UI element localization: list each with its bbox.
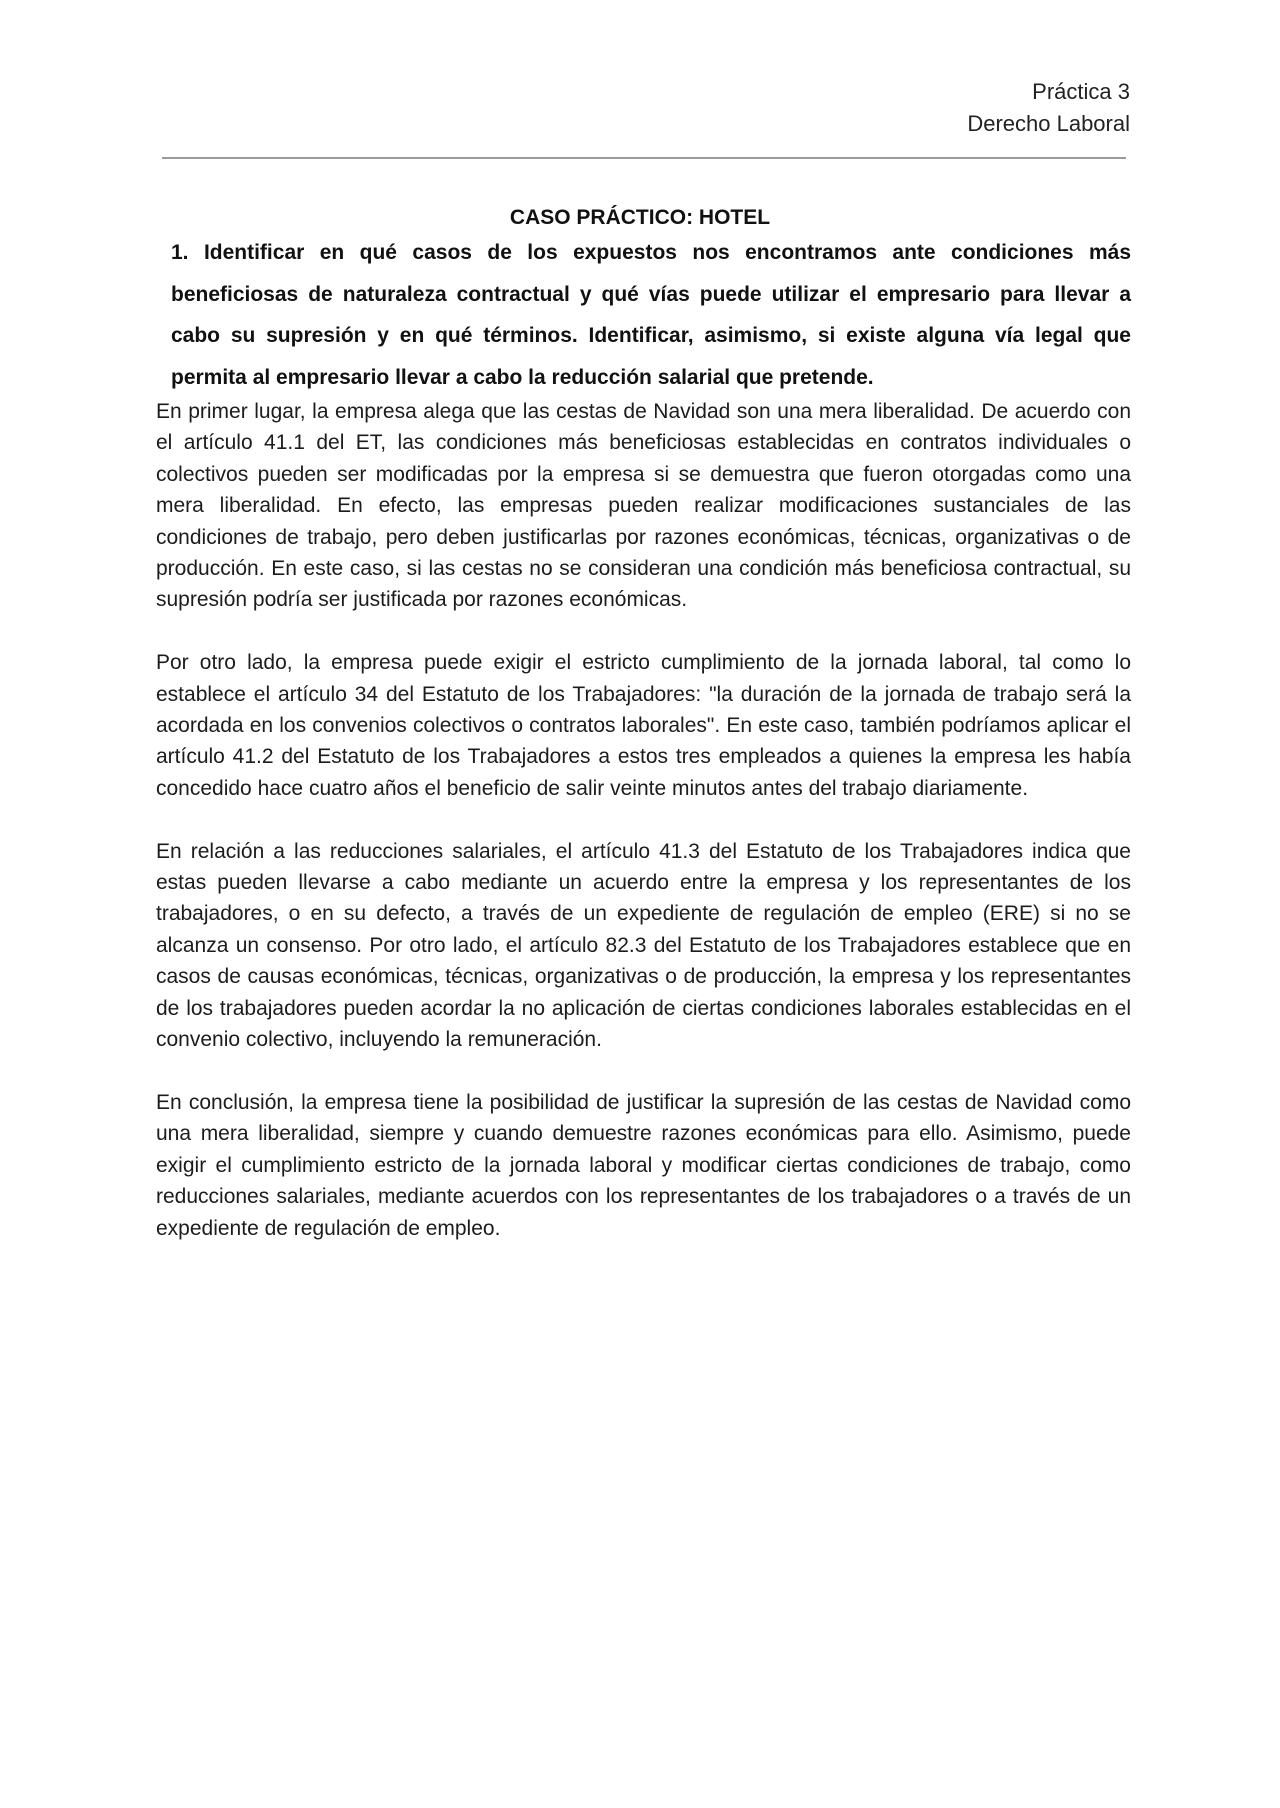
answer-body — [156, 396, 1131, 1244]
header-practice-number: Práctica 3 — [1032, 79, 1130, 104]
question-heading: 1. Identificar en qué casos de los expuestos nos encontramos ante condiciones más beneficiosas de naturaleza contractual y qué vías puede utilizar el empresario para llevar a cabo su supresión y en qué términos. Identificar, asimismo, si existe alguna vía legal que permita al empresario llevar a cabo la reducción salarial que pretende. — [171, 241, 1131, 389]
paragraph: En primer lugar, la empresa alega que las cestas de Navidad son una mera liberalidad. De acuerdo con el artículo 41.1 del ET, las condiciones más beneficiosas establecidas en contratos individuales o colectivos pueden ser modificadas por la empresa si se demuestra que fueron otorgadas como una mera liberalidad. En efecto, las empresas pueden realizar modificaciones sustanciales de las condiciones de trabajo, pero deben justificarlas por razones económicas, técnicas, organizativas o de producción. En este caso, si las cestas no se consideran una condición más beneficiosa contractual, su supresión podría ser justificada por razones económicas. — [156, 400, 1131, 612]
paragraph: En relación a las reducciones salariales, el artículo 41.3 del Estatuto de los Trabajadores indica que estas pueden llevarse a cabo mediante un acuerdo entre la empresa y los representantes de los trabajadores, o en su defecto, a través de un expediente de regulación de empleo (ERE) si no se alcanza un consenso. Por otro lado, el artículo 82.3 del Estatuto de los Trabajadores establece que en casos de causas económicas, técnicas, organizativas o de producción, la empresa y los representantes de los trabajadores pueden acordar la no aplicación de ciertas condiciones laborales establecidas en el convenio colectivo, incluyendo la remuneración. — [156, 839, 1131, 1052]
page-header — [967, 76, 1130, 140]
paragraph: En conclusión, la empresa tiene la posibilidad de justificar la supresión de las cestas de Navidad como una mera liberalidad, siempre y cuando demuestre razones económicas para ello. Asimismo, puede exigir el cumplimiento estricto de la jornada laboral y modificar ciertas condiciones de trabajo, como reducciones salariales, mediante acuerdos con los representantes de los trabajadores o a través de un expediente de regulación de empleo. — [156, 1090, 1131, 1240]
case-title: CASO PRÁCTICO: HOTEL — [509, 206, 771, 229]
paragraph: Por otro lado, la empresa puede exigir el estricto cumplimiento de la jornada laboral, tal como lo establece el artículo 34 del Estatuto de los Trabajadores: "la duración de la jornada de trabajo será la acordada en los convenios colectivos o contratos laborales". En este caso, también podríamos aplicar el artículo 41.2 del Estatuto de los Trabajadores a estos tres empleados a quienes la empresa les había concedido hace cuatro años el beneficio de salir veinte minutos antes del trabajo diariamente. — [156, 651, 1131, 800]
header-divider — [162, 157, 1126, 159]
header-subject: Derecho Laboral — [967, 111, 1130, 136]
